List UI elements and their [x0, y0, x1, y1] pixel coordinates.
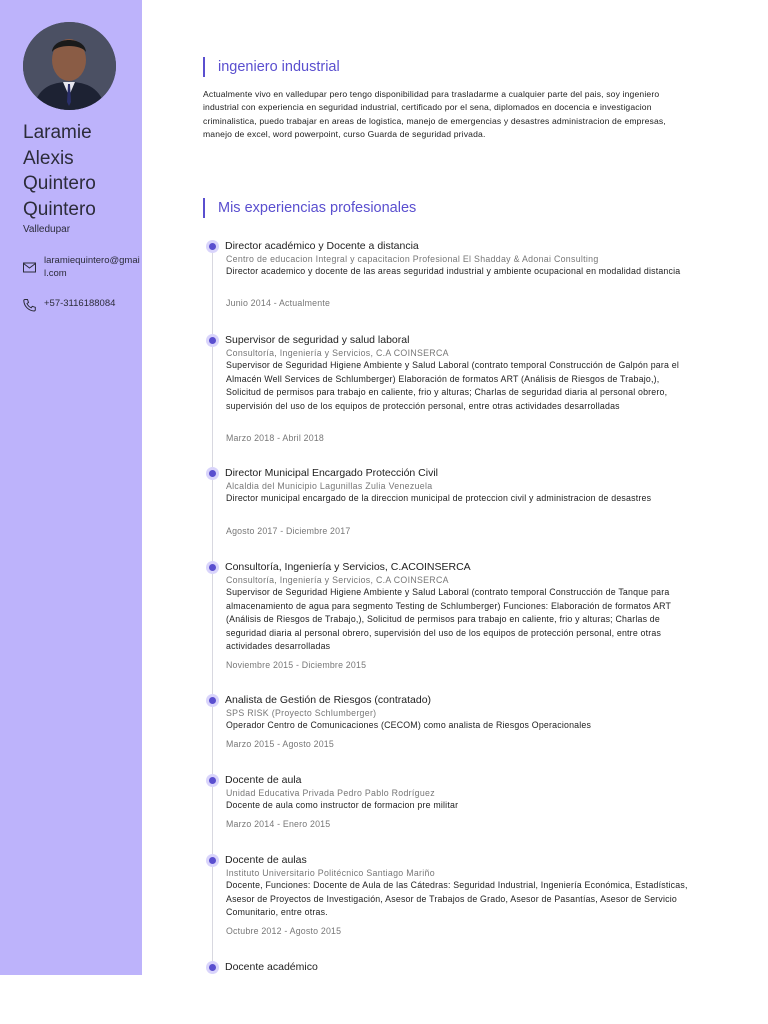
timeline-dot-icon	[206, 467, 219, 480]
person-silhouette-icon	[23, 22, 116, 110]
full-name	[23, 120, 133, 222]
phone-icon	[22, 298, 38, 312]
job-dates: Marzo 2015 - Agosto 2015	[226, 739, 334, 749]
name-line-4: Quintero	[23, 198, 96, 220]
job-title: Analista de Gestión de Riesgos (contratado)	[225, 694, 432, 706]
job-title: Docente de aula	[225, 774, 302, 786]
job-organization: Centro de educacion Integral y capacitacion Profesional El Shadday & Adonai Consulting	[226, 254, 599, 264]
job-title: Docente académico	[225, 961, 318, 973]
name-line-2: Alexis	[23, 147, 74, 169]
profile-photo	[23, 22, 116, 110]
timeline-dot-icon	[206, 854, 219, 867]
job-dates: Octubre 2012 - Agosto 2015	[226, 926, 342, 936]
job-title: Supervisor de seguridad y salud laboral	[225, 334, 410, 346]
job-dates: Junio 2014 - Actualmente	[226, 298, 331, 308]
summary-text: Actualmente vivo en valledupar pero tengo disponibilidad para trasladarme a cualquier parte del pais, soy ingeniero industrial con experiencia en seguridad industrial, certificado por el sena, diplomados en docencia e investigacion criminalistica, puedo trabajar en areas de logistica, manejo de emergencias y desastres administracion de empresas, manejo de excel, word powerpoint, curso Guarda de seguridad privada.	[203, 89, 666, 140]
job-organization: Consultoría, Ingeniería y Servicios, C.A COINSERCA	[226, 575, 449, 585]
job-title: Consultoría, Ingeniería y Servicios, C.ACOINSERCA	[225, 561, 471, 573]
job-title: Director Municipal Encargado Protección Civil	[225, 467, 439, 479]
envelope-icon	[22, 261, 38, 275]
job-description: Director municipal encargado de la direccion municipal de proteccion civil y administracion de desastres	[226, 493, 652, 503]
timeline-dot-icon	[206, 774, 219, 787]
job-organization: Alcaldia del Municipio Lagunillas Zulia Venezuela	[226, 481, 433, 491]
name-line-3: Quintero	[23, 173, 96, 194]
sidebar	[0, 0, 142, 975]
job-description: Docente de aula como instructor de formacion pre militar	[226, 800, 459, 810]
email-text[interactable]: laramiequintero@gmail.com	[44, 255, 140, 279]
phone-text[interactable]: +57-3116188084	[44, 298, 116, 309]
job-description: Director academico y docente de las areas seguridad industrial y ambiente ocupacional en modalidad distancia	[226, 266, 681, 276]
timeline-dot-icon	[206, 561, 219, 574]
job-dates: Agosto 2017 - Diciembre 2017	[226, 526, 351, 536]
job-description: Operador Centro de Comunicaciones (CECOM) como analista de Riesgos Operacionales	[226, 720, 592, 730]
summary-title: ingeniero industrial	[203, 57, 340, 77]
job-title: Docente de aulas	[225, 854, 307, 866]
job-organization: Unidad Educativa Privada Pedro Pablo Rodríguez	[226, 788, 435, 798]
timeline-dot-icon	[206, 334, 219, 347]
timeline-dot-icon	[206, 961, 219, 974]
name-line-1: Laramie	[23, 122, 92, 143]
job-title: Director académico y Docente a distancia	[225, 240, 419, 252]
timeline-dot-icon	[206, 240, 219, 253]
job-organization: Consultoría, Ingeniería y Servicios, C.A COINSERCA	[226, 348, 449, 358]
job-dates: Noviembre 2015 - Diciembre 2015	[226, 660, 367, 670]
job-dates: Marzo 2018 - Abril 2018	[226, 433, 324, 443]
timeline-dot-icon	[206, 694, 219, 707]
job-description: Supervisor de Seguridad Higiene Ambiente y Salud Laboral (contrato temporal Construcción de Galpón para el Almacén Well Services de Schlumberger) Elaboración de formatos ART (Análisis de Riesgos de Trabajo,), Solicitud de permisos para trabajo en caliente, frio y alturas; Charlas de seguridad diaria al personal obrero, supervisión del uso de los equipos de protección personal, entre otras actividades desarrolladas	[226, 360, 679, 411]
contact-phone[interactable]	[22, 298, 140, 312]
city: Valledupar	[23, 224, 71, 235]
job-description: Docente, Funciones: Docente de Aula de las Cátedras: Seguridad Industrial, Ingeniería Económica, Estadísticas, Asesor de Proyectos de Investigación, Asesor de Trabajos de Grado, Asesor de Pasantías, Asesor de Servicio Comunitario, entre otras.	[226, 880, 688, 917]
experience-title: Mis experiencias profesionales	[203, 198, 416, 218]
job-organization: Instituto Universitario Politécnico Santiago Mariño	[226, 868, 435, 878]
job-dates: Marzo 2014 - Enero 2015	[226, 819, 331, 829]
job-organization: SPS RISK (Proyecto Schlumberger)	[226, 708, 377, 718]
job-description: Supervisor de Seguridad Higiene Ambiente y Salud Laboral (contrato temporal Construcción de Tanque para almacenamiento de agua para segmento Testing de Schlumberger) Funciones: Elaboración de formatos ART (Análisis de Riesgos de Trabajo,), Solicitud de permisos para trabajo en caliente, frio y alturas; Charlas de seguridad diaria al personal obrero, supervisión del uso de los equipos de protección personal, entre otras actividades desarrolladas	[226, 587, 671, 651]
contact-email[interactable]	[22, 255, 140, 280]
